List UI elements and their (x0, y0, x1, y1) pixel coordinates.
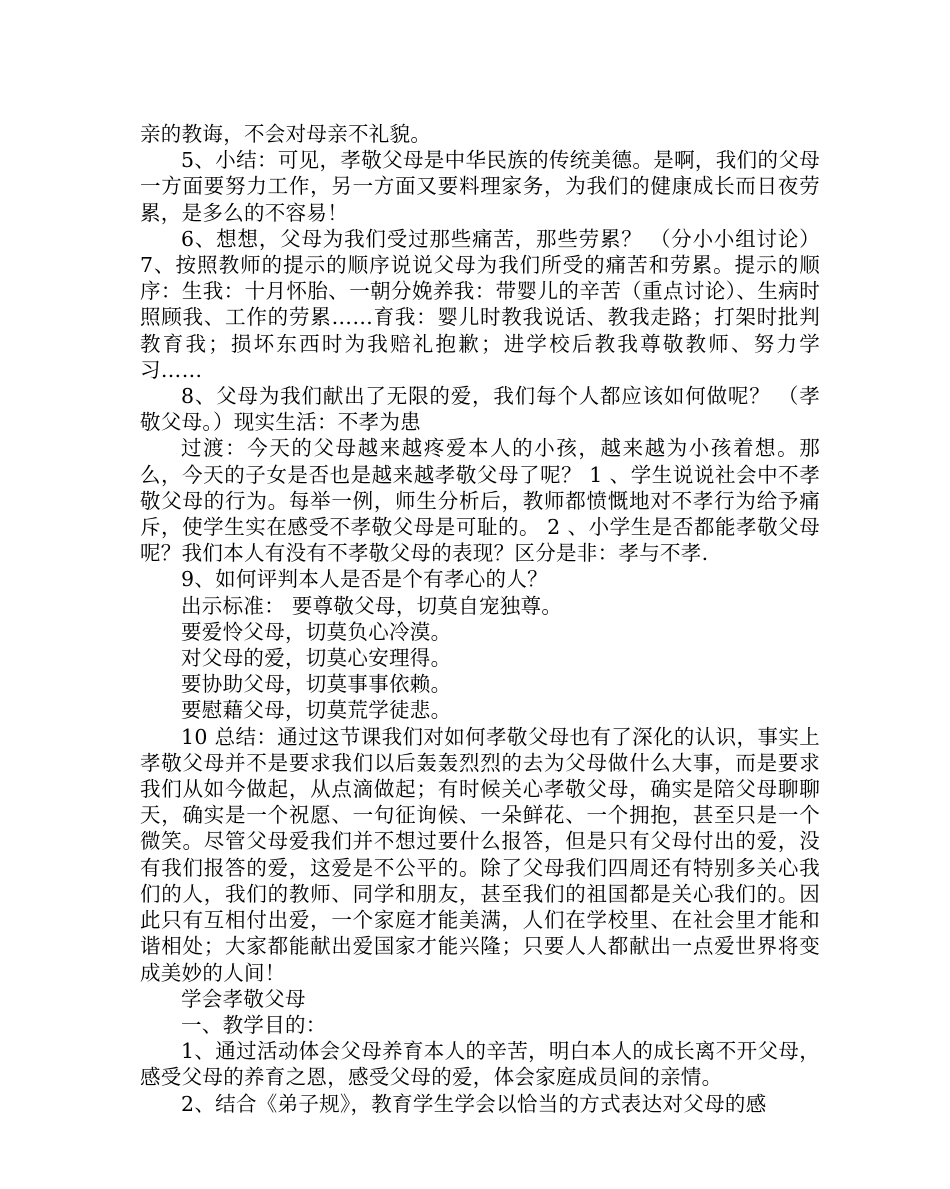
paragraph: 10 总结：通过这节课我们对如何孝敬父母也有了深化的认识，事实上孝敬父母并不是要求我们以后轰轰烈烈的去为父母做什么大事，而是要求我们从如今做起，从点滴做起；有时候关心孝敬父母，确实是陪父母聊聊天，确实是一个祝愿、一句征询候、一朵鲜花、一个拥抱，甚至只是一个微笑。尽管父母爱我们并不想过要什么报答，但是只有父母付出的爱，没有我们报答的爱，这爱是不公平的。除了父母我们四周还有特别多关心我们的人，我们的教师、同学和朋友，甚至我们的祖国都是关心我们的。因此只有互相付出爱，一个家庭才能美满，人们在学校里、在社会里才能和谐相处；大家都能献出爱国家才能兴隆；只要人人都献出一点爱世界将变成美妙的人间！ (140, 724, 820, 985)
paragraph: 过渡：今天的父母越来越疼爱本人的小孩，越来越为小孩着想。那么，今天的子女是否也是越来越孝敬父母了呢？ 1 、学生说说社会中不孝敬父母的行为。每举一例，师生分析后，教师都愤慨地对不孝行为给予痛斥，使学生实在感受不孝敬父母是可耻的。 2 、小学生是否都能孝敬父母呢？我们本人有没有不孝敬父母的表现？区分是非：孝与不孝. (140, 436, 820, 566)
paragraph: 要慰藉父母，切莫荒学徒悲。 (181, 698, 452, 723)
paragraph: 2、结合《弟子规》，教育学生学会以恰当的方式表达对父母的感 (181, 1091, 767, 1116)
paragraph: 亲的教诲，不会对母亲不礼貌。 (140, 122, 432, 146)
paragraph: 出示标准： 要尊敬父母，切莫自宠独尊。 (181, 593, 563, 618)
paragraph: 对父母的爱，切莫心安理得。 (181, 646, 452, 671)
paragraph: 要协助父母，切莫事事依赖。 (181, 672, 452, 697)
paragraph: 1、通过活动体会父母养育本人的辛苦，明白本人的成长离不开父母，感受父母的养育之恩，感受父母的爱，体会家庭成员间的亲情。 (140, 1039, 820, 1090)
paragraph: 要爱怜父母，切莫负心冷漠。 (181, 619, 452, 644)
section-heading: 学会孝敬父母 (181, 986, 306, 1011)
paragraph: 8、父母为我们献出了无限的爱，我们每个人都应该如何做呢？ （孝敬父母。）现实生活：不孝为患 (140, 384, 820, 435)
section-heading: 一、教学目的： (181, 1012, 327, 1037)
paragraph: 5、小结：可见，孝敬父母是中华民族的传统美德。是啊，我们的父母一方面要努力工作，另一方面又要料理家务，为我们的健康成长而日夜劳累，是多么的不容易！ (140, 148, 820, 225)
document-body (140, 121, 820, 1117)
paragraph: 6、想想，父母为我们受过那些痛苦，那些劳累？ （分小小组讨论）7、按照教师的提示的顺序说说父母为我们所受的痛苦和劳累。提示的顺序：生我：十月怀胎、一朝分娩养我：带婴儿的辛苦（重点讨论）、生病时照顾我、工作的劳累……育我：婴儿时教我说话、教我走路；打架时批判教育我；损坏东西时为我赔礼抱歉；进学校后教我尊敬教师、努力学习…… (140, 226, 820, 382)
paragraph: 9、如何评判本人是否是个有孝心的人？ (181, 567, 548, 592)
